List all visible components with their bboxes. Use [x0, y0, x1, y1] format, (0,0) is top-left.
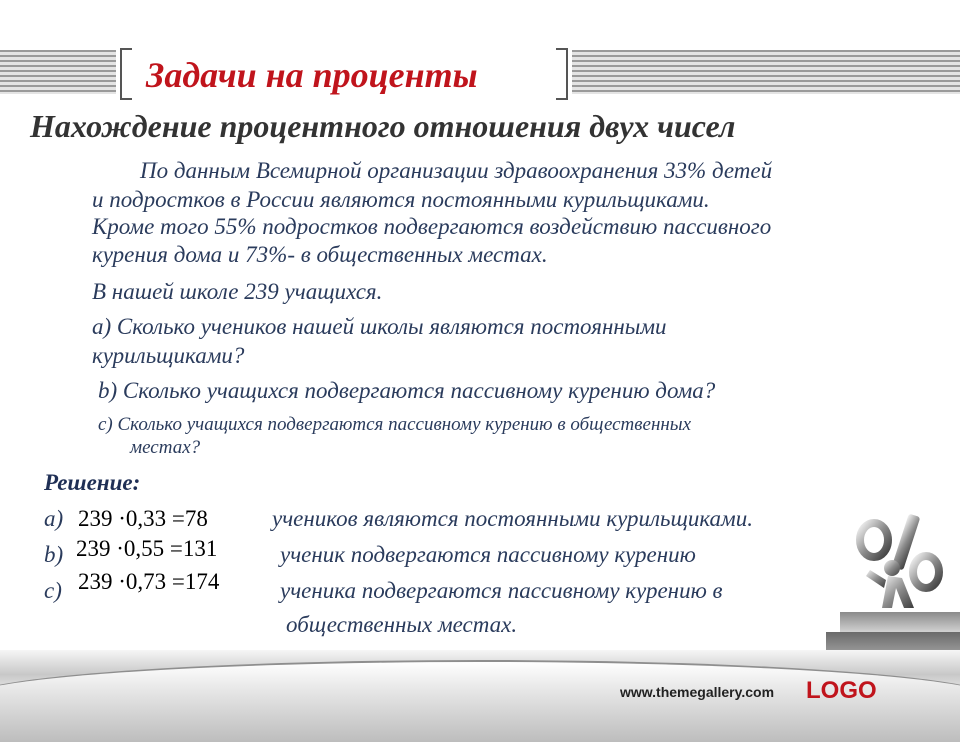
slide-subtitle: Нахождение процентного отношения двух чисел — [30, 108, 736, 144]
school-count: В нашей школе 239 учащихся. — [92, 279, 383, 304]
problem-line-1: По данным Всемирной организации здравоохранения 33% детей — [140, 158, 773, 183]
question-a-line-1: а) Сколько учеников нашей школы являются постоянными — [92, 314, 667, 339]
question-b: b) Сколько учащихся подвергаются пассивному курению дома? — [98, 378, 716, 403]
slide-title: Задачи на проценты — [146, 55, 478, 95]
solution-formula-c: 239 ·0,73 =174 — [78, 569, 220, 594]
header-stripes-left — [0, 50, 116, 94]
solution-text-a: учеников являются постоянными курильщиками. — [272, 506, 753, 531]
question-a-line-2: курильщиками? — [92, 343, 245, 368]
solution-label-c: c) — [44, 578, 62, 603]
title-bracket-right — [556, 48, 568, 100]
title-bracket-left — [120, 48, 132, 100]
question-c-line-1: c) Сколько учащихся подвергаются пассивному курению в общественных — [98, 414, 692, 435]
solution-text-b: ученик подвергаются пассивному курению — [280, 542, 696, 567]
solution-label-b: b) — [44, 542, 64, 567]
problem-line-2: и подростков в России являются постоянными курильщиками. — [92, 187, 710, 212]
solution-formula-a: 239 ·0,33 =78 — [78, 506, 208, 531]
footer-logo: LOGO — [806, 677, 877, 704]
footer-url: www.themegallery.com — [620, 684, 775, 700]
solution-text-c: ученика подвергаются пассивному курению в — [280, 578, 723, 603]
solution-formula-b: 239 ·0,55 =131 — [76, 536, 218, 561]
question-c-line-2: местах? — [130, 437, 201, 458]
percent-statue-icon — [852, 510, 952, 620]
header-stripes-right — [572, 50, 960, 94]
problem-line-3: Кроме того 55% подростков подвергаются воздействию пассивного — [92, 214, 772, 239]
solution-label-a: а) — [44, 506, 64, 531]
solution-text-c-continued: общественных местах. — [286, 612, 518, 637]
solution-heading: Решение: — [44, 470, 141, 495]
problem-line-4: курения дома и 73%- в общественных местах. — [92, 242, 548, 267]
